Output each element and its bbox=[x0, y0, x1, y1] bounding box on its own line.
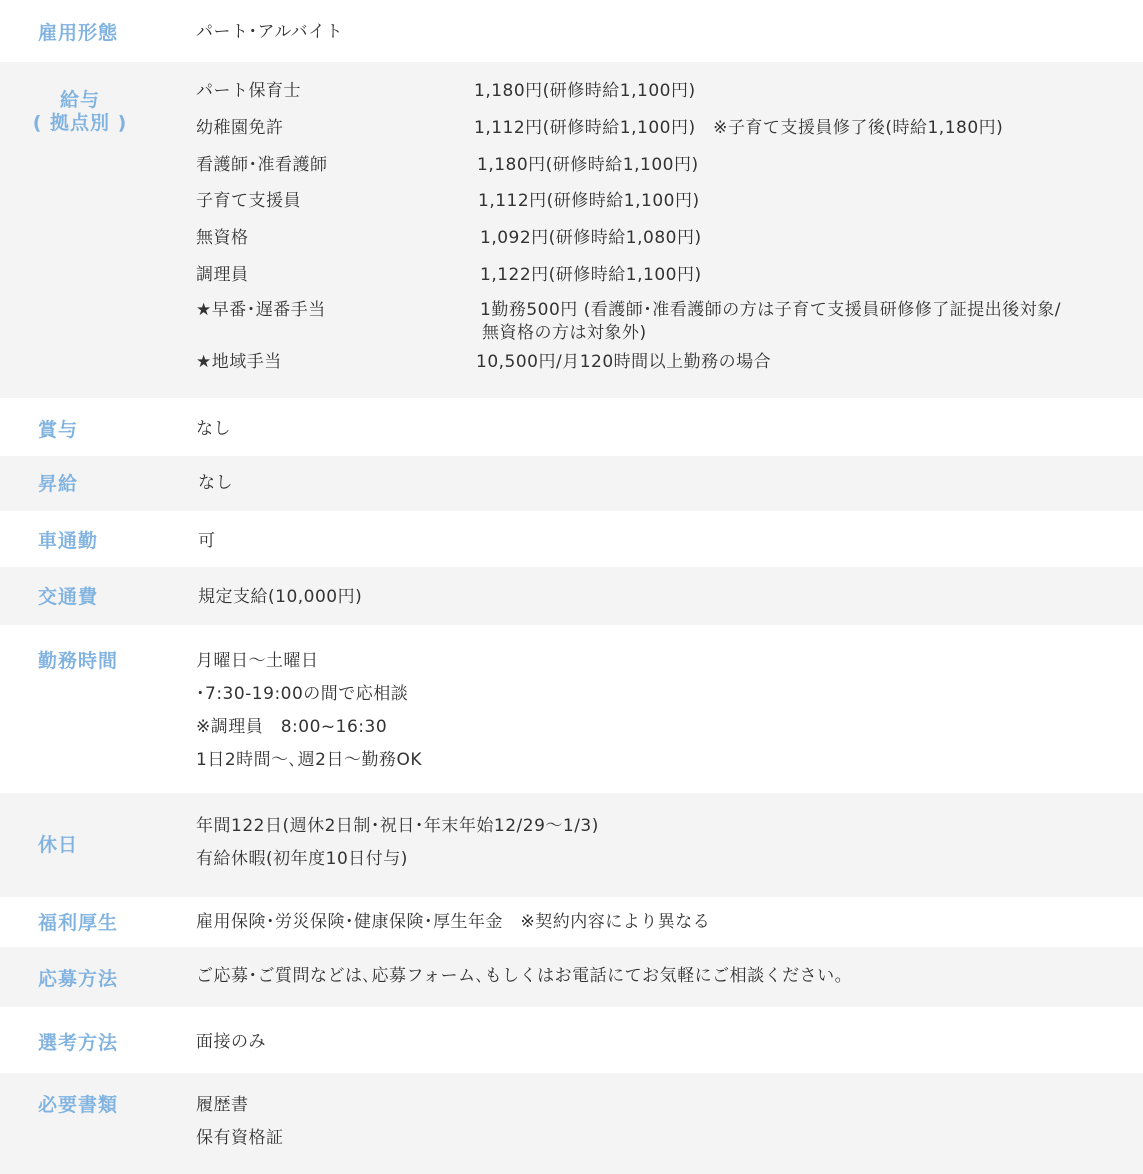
salary-item-name: ★地域手当 bbox=[196, 352, 282, 372]
row-documents bbox=[0, 1073, 1143, 1174]
row-welfare bbox=[0, 897, 1143, 947]
selection-value: 面接のみ bbox=[196, 1032, 266, 1052]
holidays-line: 有給休暇(初年度10日付与) bbox=[196, 849, 408, 869]
holidays-line: 年間122日(週休2日制･祝日･年末年始12/29～1/3) bbox=[196, 816, 599, 836]
row-employment bbox=[0, 0, 1143, 62]
apply-label: 応募方法 bbox=[38, 968, 119, 990]
hours-line: 月曜日～土曜日 bbox=[196, 651, 319, 671]
documents-line: 保有資格証 bbox=[196, 1128, 284, 1148]
bonus-value: なし bbox=[196, 419, 231, 439]
salary-item-value: 1勤務500円 (看護師･准看護師の方は子育て支援員研修修了証提出後対象/ bbox=[480, 300, 1062, 320]
hours-line: 1日2時間～､週2日～勤務OK bbox=[196, 750, 422, 770]
hours-label: 勤務時間 bbox=[38, 650, 119, 672]
documents-label: 必要書類 bbox=[38, 1094, 119, 1116]
car-commute-value: 可 bbox=[198, 531, 216, 551]
row-raise bbox=[0, 456, 1143, 511]
salary-item-name: 調理員 bbox=[196, 265, 249, 285]
salary-label: 給与 bbox=[59, 89, 100, 111]
salary-item-value: 1,092円(研修時給1,080円) bbox=[480, 228, 702, 248]
bonus-label: 賞与 bbox=[38, 419, 79, 441]
employment-label: 雇用形態 bbox=[38, 22, 119, 44]
row-transport bbox=[0, 567, 1143, 625]
welfare-label: 福利厚生 bbox=[38, 912, 119, 934]
salary-item-value: 1,112円(研修時給1,100円) bbox=[478, 191, 700, 211]
documents-line: 履歴書 bbox=[196, 1095, 249, 1115]
salary-item-value-cont: 無資格の方は対象外) bbox=[482, 323, 647, 343]
selection-label: 選考方法 bbox=[38, 1032, 119, 1054]
welfare-value: 雇用保険･労災保険･健康保険･厚生年金 ※契約内容により異なる bbox=[196, 912, 711, 932]
apply-value: ご応募･ご質問などは､応募フォーム､もしくはお電話にてお気軽にご相談ください｡ bbox=[196, 966, 844, 986]
row-hours bbox=[0, 625, 1143, 793]
row-apply bbox=[0, 947, 1143, 1007]
holidays-label: 休日 bbox=[38, 834, 79, 856]
salary-item-value: 10,500円/月120時間以上勤務の場合 bbox=[476, 352, 772, 372]
salary-item-value: 1,180円(研修時給1,100円) bbox=[474, 81, 696, 101]
salary-item-value: 1,122円(研修時給1,100円) bbox=[480, 265, 702, 285]
salary-item-name: 看護師･准看護師 bbox=[196, 155, 328, 175]
transport-value: 規定支給(10,000円) bbox=[198, 587, 363, 607]
salary-label-sub: ( 拠点別 ) bbox=[32, 112, 128, 134]
row-bonus bbox=[0, 398, 1143, 456]
row-holidays bbox=[0, 793, 1143, 897]
row-salary bbox=[0, 62, 1143, 398]
transport-label: 交通費 bbox=[38, 586, 99, 608]
car-commute-label: 車通勤 bbox=[38, 530, 99, 552]
salary-item-name: ★早番･遅番手当 bbox=[196, 300, 326, 320]
salary-item-name: 幼稚園免許 bbox=[196, 118, 284, 138]
salary-item-value: 1,112円(研修時給1,100円) ※子育て支援員修了後(時給1,180円) bbox=[474, 118, 1004, 138]
salary-item-name: 無資格 bbox=[196, 228, 249, 248]
row-selection bbox=[0, 1007, 1143, 1073]
raise-label: 昇給 bbox=[38, 473, 79, 495]
salary-item-name: 子育て支援員 bbox=[196, 191, 301, 211]
raise-value: なし bbox=[198, 473, 233, 493]
row-car-commute bbox=[0, 511, 1143, 567]
employment-value: パート･アルバイト bbox=[196, 22, 344, 42]
hours-line: ･7:30-19:00の間で応相談 bbox=[196, 684, 409, 704]
salary-item-value: 1,180円(研修時給1,100円) bbox=[477, 155, 699, 175]
salary-item-name: パート保育士 bbox=[196, 81, 301, 101]
hours-line: ※調理員 8:00~16:30 bbox=[196, 717, 388, 737]
